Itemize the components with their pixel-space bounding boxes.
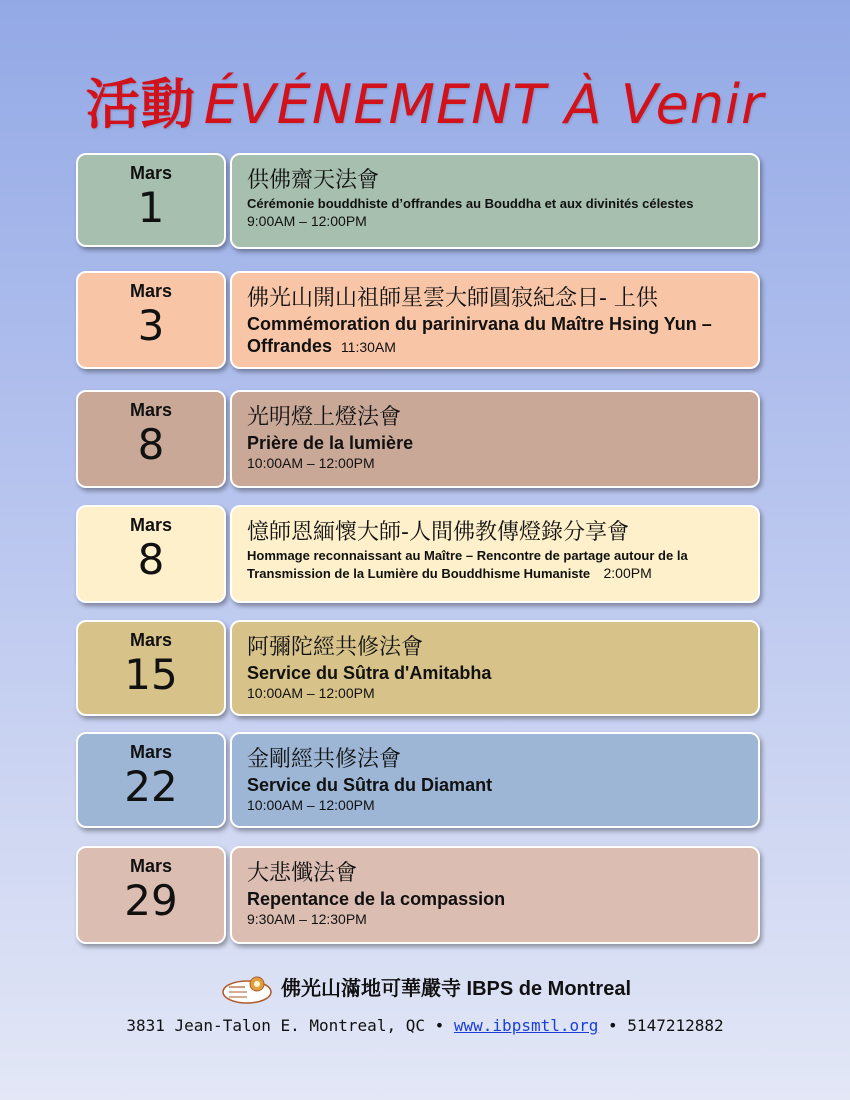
date-day: 15 bbox=[124, 650, 178, 699]
date-month: Mars bbox=[129, 630, 173, 650]
event-title-zh: 佛光山開山祖師星雲大師圓寂紀念日- 上供 bbox=[247, 286, 658, 311]
website-link[interactable]: www.ibpsmtl.org bbox=[453, 1016, 599, 1035]
date-day: 3 bbox=[137, 301, 165, 350]
date-day: 8 bbox=[137, 420, 165, 469]
date-box bbox=[76, 271, 226, 369]
event-title-fr: Cérémonie bouddhiste d’offrandes au Bouddha et aux divinités célestes bbox=[247, 196, 694, 211]
date-month: Mars bbox=[129, 281, 173, 301]
event-info bbox=[230, 390, 760, 488]
title-french: ÉVÉNEMENT À Venir bbox=[203, 73, 765, 136]
date-month: Mars bbox=[129, 515, 173, 535]
page-title bbox=[0, 62, 850, 139]
event-info bbox=[230, 732, 760, 828]
title-chinese: 活動 bbox=[85, 73, 196, 136]
event-title-fr: Repentance de la compassion bbox=[247, 889, 506, 909]
date-box bbox=[76, 846, 226, 944]
event-title-zh: 憶師恩緬懷大師-人間佛教傳燈錄分享會 bbox=[247, 520, 629, 545]
event-info bbox=[230, 271, 760, 369]
date-month: Mars bbox=[129, 742, 173, 762]
event-info bbox=[230, 846, 760, 944]
date-month: Mars bbox=[129, 163, 173, 183]
phone-text: • 5147212882 bbox=[608, 1016, 724, 1035]
event-info bbox=[230, 620, 760, 716]
event-title-zh: 大悲懺法會 bbox=[247, 861, 358, 886]
date-month: Mars bbox=[129, 400, 173, 420]
date-day: 29 bbox=[124, 876, 178, 925]
date-box bbox=[76, 153, 226, 247]
date-box bbox=[76, 732, 226, 828]
temple-logo-icon bbox=[219, 975, 275, 1005]
event-time: 10:00AM – 12:00PM bbox=[247, 685, 375, 701]
date-month: Mars bbox=[129, 856, 173, 876]
date-day: 8 bbox=[137, 535, 165, 584]
event-title-fr: Service du Sûtra du Diamant bbox=[247, 775, 493, 795]
event-time: 10:00AM – 12:00PM bbox=[247, 455, 375, 471]
event-info bbox=[230, 153, 760, 249]
event-title-zh: 金剛經共修法會 bbox=[247, 747, 402, 772]
event-title-fr: Service du Sûtra d'Amitabha bbox=[247, 663, 492, 683]
address-text: 3831 Jean-Talon E. Montreal, QC • bbox=[126, 1016, 445, 1035]
date-box bbox=[76, 505, 226, 603]
date-day: 22 bbox=[124, 762, 178, 811]
organization-name: 佛光山滿地可華嚴寺 IBPS de Montreal bbox=[280, 978, 632, 1000]
event-time: 10:00AM – 12:00PM bbox=[247, 797, 375, 813]
event-title-zh: 供佛齋天法會 bbox=[247, 168, 380, 193]
event-title-zh: 光明燈上燈法會 bbox=[247, 405, 402, 430]
event-time: 9:00AM – 12:00PM bbox=[247, 213, 367, 229]
footer-organization bbox=[0, 972, 850, 1005]
date-box bbox=[76, 390, 226, 488]
event-title-zh: 阿彌陀經共修法會 bbox=[247, 635, 424, 660]
event-time: 9:30AM – 12:30PM bbox=[247, 911, 367, 927]
event-title-fr: Commémoration du parinirvana du Maître Hsing Yun – Offrandes bbox=[247, 314, 712, 356]
event-time: 2:00PM bbox=[603, 565, 652, 581]
event-title-fr: Prière de la lumière bbox=[247, 433, 414, 453]
date-box bbox=[76, 620, 226, 716]
event-time: 11:30AM bbox=[340, 339, 396, 355]
date-day: 1 bbox=[137, 183, 165, 232]
footer-contact bbox=[0, 1016, 850, 1035]
event-title-fr: Hommage reconnaissant au Maître – Rencontre de partage autour de la Transmission de la Lumière du Bouddhisme Humaniste bbox=[247, 548, 688, 581]
event-info bbox=[230, 505, 760, 603]
